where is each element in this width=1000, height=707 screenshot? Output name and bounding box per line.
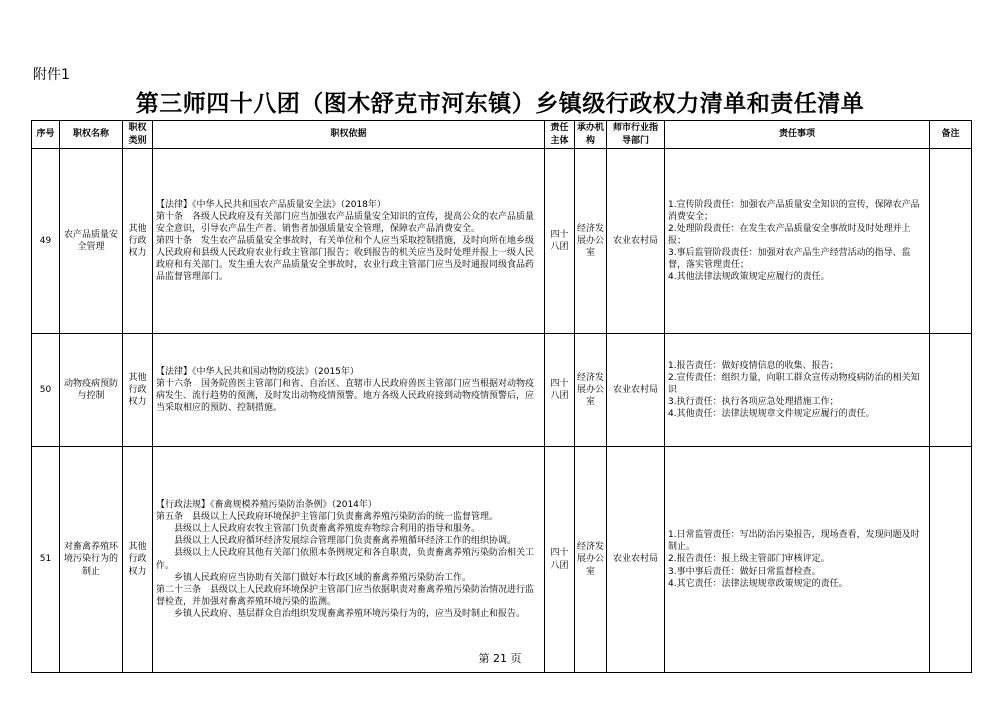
- attachment-label: 附件1: [33, 67, 70, 83]
- cell-basis: [153, 149, 545, 334]
- cell-dept: 农业农村局: [607, 334, 665, 447]
- cell-org: 经济发展办公室: [575, 149, 607, 334]
- cell-note: [930, 149, 972, 334]
- cell-name: 农产品质量安全管理: [60, 149, 123, 334]
- table-header-row: [32, 121, 972, 149]
- header-type: 职权类别: [123, 121, 153, 149]
- basis-line: 乡镇人民政府应当协助有关部门做好本行政区域的畜禽养殖污染防治工作。: [156, 572, 472, 583]
- cell-basis: [153, 447, 545, 673]
- cell-note: [930, 334, 972, 447]
- cell-type: 其他行政权力: [123, 149, 153, 334]
- duty-line: 2.处理阶段责任：在发生农产品质量安全事故时及时处理并上报；: [668, 223, 911, 246]
- basis-line: 县级以上人民政府其他有关部门依照本条例规定和各自职责，负责畜禽养殖污染防治相关工作。: [156, 548, 535, 571]
- page-title: 第三师四十八团（图木舒克市河东镇）乡镇级行政权力清单和责任清单: [135, 90, 865, 117]
- duty-line: 3.事中事后责任：做好日常监督检查。: [668, 566, 821, 577]
- basis-line: 县级以上人民政府循环经济发展综合管理部门负责畜禽养殖循环经济工作的组织协调。: [156, 536, 517, 547]
- duty-line: 3.事后监管阶段责任：加强对农产品生产经营活动的指导、监督，落实管理责任；: [668, 248, 911, 271]
- duty-line: 1.日常监管责任：写出防治污染报告，现场查看，发现问题及时制止。: [668, 530, 920, 553]
- basis-line: 【法律】《中华人民共和国农产品质量安全法》（2018年）: [156, 199, 386, 210]
- cell-seq: 50: [32, 334, 60, 447]
- header-seq: 序号: [32, 121, 60, 149]
- basis-line: 第四十条 发生农产品质量安全事故时，有关单位和个人应当采取控制措施，及时向所在地乡级人民政府和县级人民政府农业行政主管部门报告；收到报告的机关应当及时处理并报上一级人民政府和有关部门。发生重大农产品质量安全事故时，农业行政主管部门应当及时通报同级食品药品监督管理部门。: [156, 235, 535, 283]
- cell-basis: [153, 334, 545, 447]
- cell-name: 对畜禽养殖环境污染行为的制止: [60, 447, 123, 673]
- basis-line: 乡镇人民政府、基层群众自治组织发现畜禽养殖环境污染行为的，应当及时制止和报告。: [156, 609, 526, 620]
- cell-duty: [665, 149, 930, 334]
- basis-line: 第十条 各级人民政府及有关部门应当加强农产品质量安全知识的宣传，提高公众的农产品质量安全意识，引导农产品生产者、销售者加强质量安全管理，保障农产品消费安全。: [156, 211, 535, 234]
- duty-line: 1.宣传阶段责任：加强农产品质量安全知识的宣传，保障农产品消费安全；: [668, 199, 920, 222]
- duty-line: 4.其它责任：法律法规规章政策规定的责任。: [668, 578, 848, 589]
- header-dept: 师市行业指导部门: [607, 121, 665, 149]
- basis-line: 【行政法规】《畜禽规模养殖污染防治条例》（2014年）: [156, 499, 377, 510]
- header-org: 承办机构: [575, 121, 607, 149]
- cell-type: 其他行政权力: [123, 334, 153, 447]
- duty-line: 2.宣传责任：组织力量，向职工群众宣传动物疫病防治的相关知识: [668, 372, 920, 395]
- cell-org: 经济发展办公室: [575, 334, 607, 447]
- duty-line: 4.其他责任：法律法规规章文件规定应履行的责任。: [668, 409, 875, 420]
- cell-name: 动物疫病预防与控制: [60, 334, 123, 447]
- cell-seq: 49: [32, 149, 60, 334]
- cell-subject: 四十八团: [545, 334, 575, 447]
- duty-line: 4.其他法律法规政策规定应履行的责任。: [668, 272, 830, 283]
- cell-subject: 四十八团: [545, 149, 575, 334]
- basis-line: 第五条 县级以上人民政府环境保护主管部门负责畜禽养殖污染防治的统一监督管理。: [156, 511, 499, 522]
- cell-seq: 51: [32, 447, 60, 673]
- basis-line: 县级以上人民政府农牧主管部门负责畜禽养殖废弃物综合利用的指导和服务。: [156, 524, 481, 535]
- header-subject: 责任主体: [545, 121, 575, 149]
- cell-org: 经济发展办公室: [575, 447, 607, 673]
- basis-line: 【法律】《中华人民共和国动物防疫法》（2015年）: [156, 366, 359, 377]
- header-name: 职权名称: [60, 121, 123, 149]
- table-row: [32, 334, 972, 447]
- duty-line: 1.报告责任：做好疫情信息的收集、报告；: [668, 360, 839, 371]
- header-basis: 职权依据: [153, 121, 545, 149]
- basis-line: 第十六条 国务院兽医主管部门和省、自治区、直辖市人民政府兽医主管部门应当根据对动物疫病发生、流行趋势的预测，及时发出动物疫情预警。地方各级人民政府接到动物疫情预警后，应当采取相应的预防、控制措施。: [156, 378, 535, 414]
- cell-duty: [665, 447, 930, 673]
- header-note: 备注: [930, 121, 972, 149]
- duty-line: 2.报告责任：报上级主管部门审核评定。: [668, 554, 830, 565]
- cell-type: 其他行政权力: [123, 447, 153, 673]
- header-duty: 责任事项: [665, 121, 930, 149]
- power-list-table: [31, 120, 972, 673]
- page-number: 第 21 页: [478, 652, 522, 665]
- duty-line: 3.执行责任：执行各项应急处理措施工作；: [668, 397, 839, 408]
- cell-note: [930, 447, 972, 673]
- cell-duty: [665, 334, 930, 447]
- cell-dept: 农业农村局: [607, 149, 665, 334]
- cell-subject: 四十八团: [545, 447, 575, 673]
- table-row: [32, 447, 972, 673]
- basis-line: 第二十三条 县级以上人民政府环境保护主管部门应当依据职责对畜禽养殖污染防治情况进行监督检查，并加强对畜禽养殖环境污染的监测。: [156, 584, 535, 607]
- table-row: [32, 149, 972, 334]
- cell-dept: 农业农村局: [607, 447, 665, 673]
